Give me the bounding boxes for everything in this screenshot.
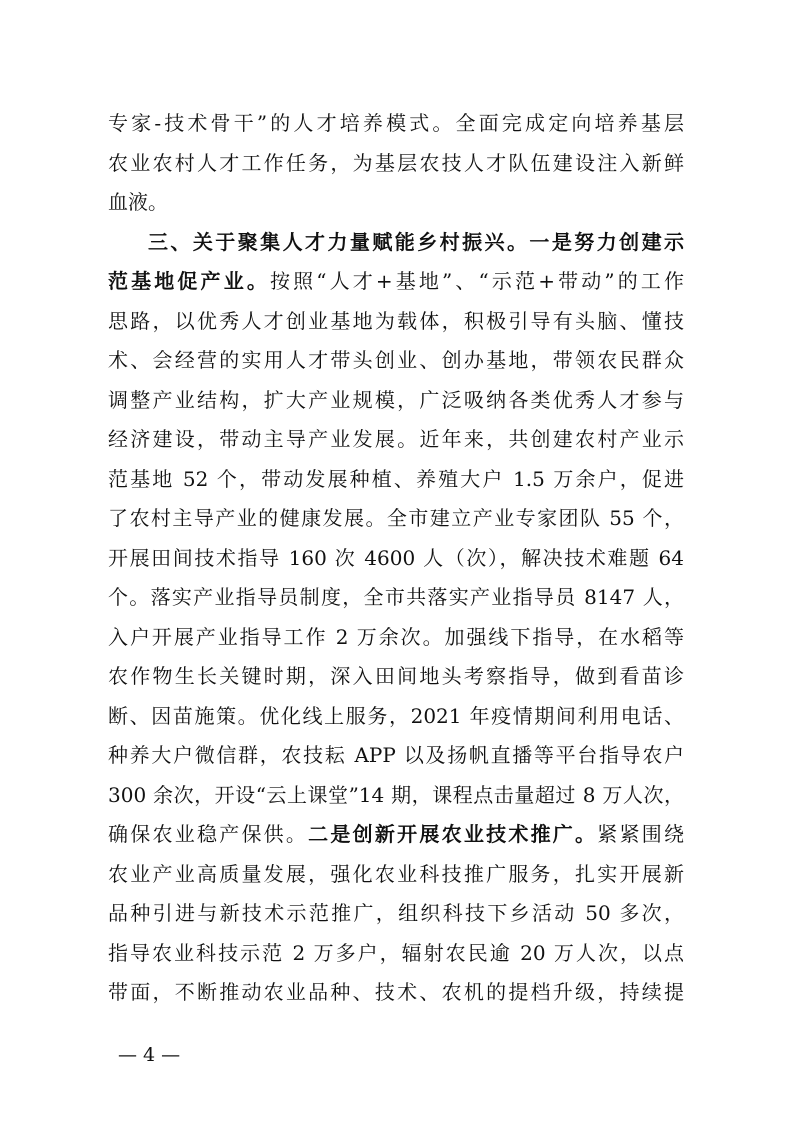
- text-line: [108, 855, 684, 895]
- text-line: [108, 894, 684, 934]
- section-heading: 三、关于聚集人才力量赋能乡村振兴。一是努力创建示: [148, 229, 684, 254]
- page-number: — 4 —: [118, 1044, 181, 1066]
- text-line: [108, 578, 684, 618]
- text-line: [108, 736, 684, 776]
- text-line: [108, 302, 684, 342]
- text-run: 调整产业结构，扩大产业规模，广泛吸纳各类优秀人才参与: [108, 387, 684, 412]
- subheading: 范基地促产业。: [108, 269, 270, 293]
- text-line: [108, 262, 684, 302]
- text-line: [108, 934, 684, 974]
- text-run: 断、因苗施策。优化线上服务，2021 年疫情期间利用电话、: [108, 703, 684, 728]
- text-line: [108, 341, 684, 381]
- text-run: 经济建设，带动主导产业发展。近年来，共创建农村产业示: [108, 427, 684, 451]
- text-line: [108, 973, 684, 1013]
- text-run: 个。落实产业指导员制度，全市共落实产业指导员 8147 人，: [108, 585, 684, 609]
- text-run: 术、会经营的实用人才带头创业、创办基地，带领农民群众: [108, 348, 684, 372]
- text-run: 按照“人才+基地”、“示范+带动”的工作: [269, 269, 684, 293]
- text-line: [108, 420, 684, 460]
- text-run: 专家-技术骨干”的人才培养模式。全面完成定向培养基层: [108, 111, 684, 135]
- section-heading-line: [108, 223, 684, 263]
- text-run: 入户开展产业指导工作 2 万余次。加强线下指导，在水稻等: [108, 624, 684, 649]
- text-run: 思路，以优秀人才创业基地为载体，积极引导有头脑、懂技: [108, 308, 684, 333]
- text-line: [108, 539, 684, 579]
- text-line: [108, 776, 684, 816]
- text-line: [108, 657, 684, 697]
- text-line: [108, 499, 684, 539]
- text-run: 开展田间技术指导 160 次 4600 人（次），解决技术难题 64: [108, 545, 684, 570]
- text-run: 了农村主导产业的健康发展。全市建立产业专家团队 55 个，: [108, 506, 684, 530]
- text-run: 确保农业稳产保供。: [108, 822, 309, 846]
- text-line: [108, 144, 684, 184]
- text-line: [108, 460, 684, 500]
- text-run: 品种引进与新技术示范推广，组织科技下乡活动 50 多次，: [108, 901, 684, 925]
- text-line: [108, 104, 684, 144]
- document-body: [108, 104, 684, 1013]
- text-line: [108, 618, 684, 658]
- text-run: 农业产业高质量发展，强化农业科技推广服务，扎实开展新: [108, 861, 684, 886]
- text-run: 种养大户微信群，农技耘 APP 以及扬帆直播等平台指导农户: [108, 743, 684, 767]
- text-line: [108, 381, 684, 421]
- text-run: 带面，不断推动农业品种、技术、农机的提档升级，持续提: [108, 980, 684, 1004]
- text-line: [108, 697, 684, 737]
- text-run: 农业农村人才工作任务，为基层农技人才队伍建设注入新鲜: [108, 150, 684, 175]
- text-run: 农作物生长关键时期，深入田间地头考察指导，做到看苗诊: [108, 664, 684, 688]
- text-run: 血液。: [108, 190, 168, 214]
- subheading: 二是创新开展农业技术推广。: [308, 822, 598, 846]
- text-run: 范基地 52 个，带动发展种植、养殖大户 1.5 万余户，促进: [108, 466, 684, 491]
- text-run: 紧紧围绕: [597, 822, 685, 846]
- text-run: 指导农业科技示范 2 万多户，辐射农民逾 20 万人次，以点: [108, 940, 684, 965]
- text-line: [108, 815, 684, 855]
- text-run: 300 余次，开设“云上课堂”14 期，课程点击量超过 8 万人次，: [108, 782, 684, 807]
- text-line: [108, 183, 684, 223]
